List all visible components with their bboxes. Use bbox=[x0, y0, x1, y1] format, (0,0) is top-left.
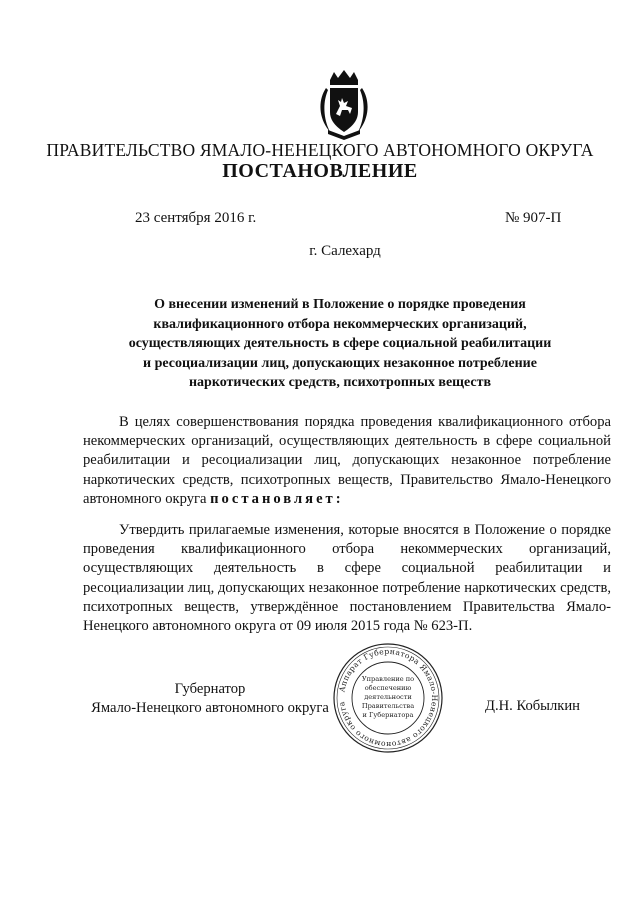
coat-of-arms-emblem bbox=[316, 70, 372, 140]
document-date: 23 сентября 2016 г. bbox=[135, 210, 257, 226]
subject-line: осуществляющих деятельность в сфере социальной реабилитации bbox=[128, 336, 552, 351]
preamble-text: В целях совершенствования порядка проведения квалификационного отбора некоммерческих организаций, осуществляющих деятельность в сфере социальной реабилитации и ресоциализации лиц, допускающих незаконное потребление наркотических средств, психотропных веществ, Правительство Ямало-Ненецкого автономного округа bbox=[83, 414, 611, 507]
resolution-paragraph: Утвердить прилагаемые изменения, которые вносятся в Положение о порядке проведения квалификационного отбора некоммерческих организаций, осуществляющих деятельность в сфере социальной реабилитации и ресоциализации лиц, допускающих незаконное потребление наркотических средств, психотропных веществ, утверждённое постановлением Правительства Ямало-Ненецкого автономного округа от 09 июля 2015 года № 623-П. bbox=[83, 522, 611, 635]
svg-text:Аппарат Губернатора Ямало-Нене: Аппарат Губернатора Ямало-Ненецкого автономного округа bbox=[337, 646, 440, 750]
svg-text:и Губернатора: и Губернатора bbox=[362, 711, 414, 719]
document-number: № 907-П bbox=[505, 210, 562, 226]
document-type: ПОСТАНОВЛЕНИЕ bbox=[222, 160, 418, 182]
svg-text:деятельности: деятельности bbox=[364, 693, 412, 701]
preamble-paragraph bbox=[83, 413, 611, 509]
official-seal bbox=[332, 642, 444, 754]
signatory-title bbox=[85, 680, 335, 718]
svg-text:Управление по: Управление по bbox=[361, 675, 415, 683]
svg-text:Правительства: Правительства bbox=[361, 702, 415, 710]
signatory-title-line: Губернатор bbox=[174, 681, 246, 697]
svg-text:обеспечению: обеспечению bbox=[364, 684, 412, 692]
signatory-title-line: Ямало-Ненецкого автономного округа bbox=[91, 700, 329, 716]
document-subject bbox=[120, 295, 560, 393]
subject-line: квалификационного отбора некоммерческих организаций, bbox=[153, 316, 527, 332]
subject-line: наркотических средств, психотропных веществ bbox=[188, 375, 492, 390]
decree-word: постановляет: bbox=[210, 490, 344, 507]
organization-name: ПРАВИТЕЛЬСТВО ЯМАЛО-НЕНЕЦКОГО АВТОНОМНОГО ОКРУГА bbox=[46, 140, 594, 160]
subject-line: и ресоциализации лиц, допускающих незаконное потребление bbox=[143, 355, 537, 371]
signatory-name: Д.Н. Кобылкин bbox=[485, 698, 580, 714]
subject-line: О внесении изменений в Положение о порядке проведения bbox=[154, 297, 526, 312]
document-city: г. Салехард bbox=[309, 243, 381, 259]
